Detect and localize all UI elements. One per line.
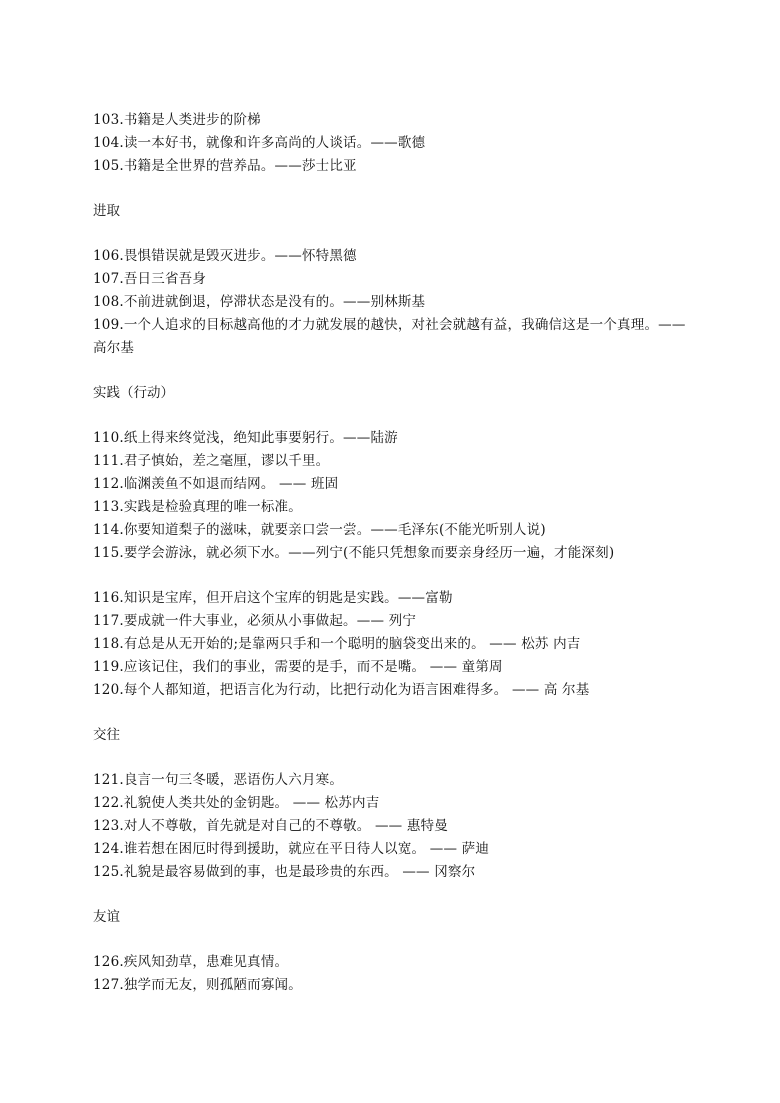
quote-line: 110.纸上得来终觉浅，绝知此事要躬行。——陆游: [93, 430, 398, 446]
quote-line: 126.疾风知劲草，患难见真情。: [93, 954, 289, 970]
quote-line: 105.书籍是全世界的营养品。——莎士比亚: [93, 158, 357, 174]
quote-line: 113.实践是检验真理的唯一标准。: [93, 499, 302, 515]
quote-line: 103.书籍是人类进步的阶梯: [93, 112, 261, 128]
quote-section-jinqu: [93, 200, 693, 360]
quote-line: 115.要学会游泳，就必须下水。——列宁(不能只凭想象而要亲身经历一遍，才能深刻): [93, 545, 615, 561]
quote-line: 111.君子慎始，差之毫厘，谬以千里。: [93, 453, 330, 469]
quote-line: 107.吾日三省吾身: [93, 271, 207, 287]
quote-line: 109.一个人追求的目标越高他的才力就发展的越快，对社会就越有益，我确信这是一个真理。——: [93, 317, 686, 333]
quote-line: 高尔基: [93, 340, 135, 356]
quote-section-youyi: [93, 906, 693, 997]
document-body: [93, 109, 693, 997]
quote-section-shijian: [93, 382, 693, 565]
quote-line: 116.知识是宝库，但开启这个宝库的钥匙是实践。——富勒: [93, 590, 453, 606]
quote-line: 106.畏惧错误就是毁灭进步。——怀特黑德: [93, 248, 357, 264]
quote-line: 114.你要知道梨子的滋味，就要亲口尝一尝。——毛泽东(不能光听别人说): [93, 522, 546, 538]
quote-line: 127.独学而无友，则孤陋而寡闻。: [93, 977, 302, 993]
quote-line: 108.不前进就倒退，停滞状态是没有的。——别林斯基: [93, 294, 426, 310]
quote-line: 123.对人不尊敬，首先就是对自己的不尊敬。 —— 惠特曼: [93, 818, 448, 834]
quote-line: 117.要成就一件大事业，必须从小事做起。—— 列宁: [93, 613, 417, 629]
section-heading: 友谊: [93, 909, 120, 925]
quote-section-jiaowang: [93, 724, 693, 884]
quote-line: 125.礼貌是最容易做到的事，也是最珍贵的东西。 —— 冈察尔: [93, 864, 476, 880]
quote-group: [93, 109, 693, 178]
quote-line: 122.礼貌使人类共处的金钥匙。 —— 松苏内吉: [93, 795, 380, 811]
section-heading: 交往: [93, 727, 120, 743]
quote-line: 104.读一本好书，就像和许多高尚的人谈话。——歌德: [93, 135, 426, 151]
section-heading: 进取: [93, 203, 120, 219]
quote-line: 124.谁若想在困厄时得到援助，就应在平日待人以宽。 —— 萨迪: [93, 841, 490, 857]
quote-line: 120.每个人都知道，把语言化为行动，比把行动化为语言困难得多。 —— 高 尔基: [93, 682, 590, 698]
quote-group: [93, 587, 693, 702]
section-heading: 实践（行动）: [93, 385, 174, 401]
quote-line: 118.有总是从无开始的;是靠两只手和一个聪明的脑袋变出来的。 —— 松苏 内吉: [93, 636, 581, 652]
quote-line: 112.临渊羡鱼不如退而结网。 —— 班固: [93, 476, 339, 492]
quote-line: 119.应该记住，我们的事业，需要的是手，而不是嘴。 —— 童第周: [93, 659, 503, 675]
quote-line: 121.良言一句三冬暖，恶语伤人六月寒。: [93, 772, 344, 788]
